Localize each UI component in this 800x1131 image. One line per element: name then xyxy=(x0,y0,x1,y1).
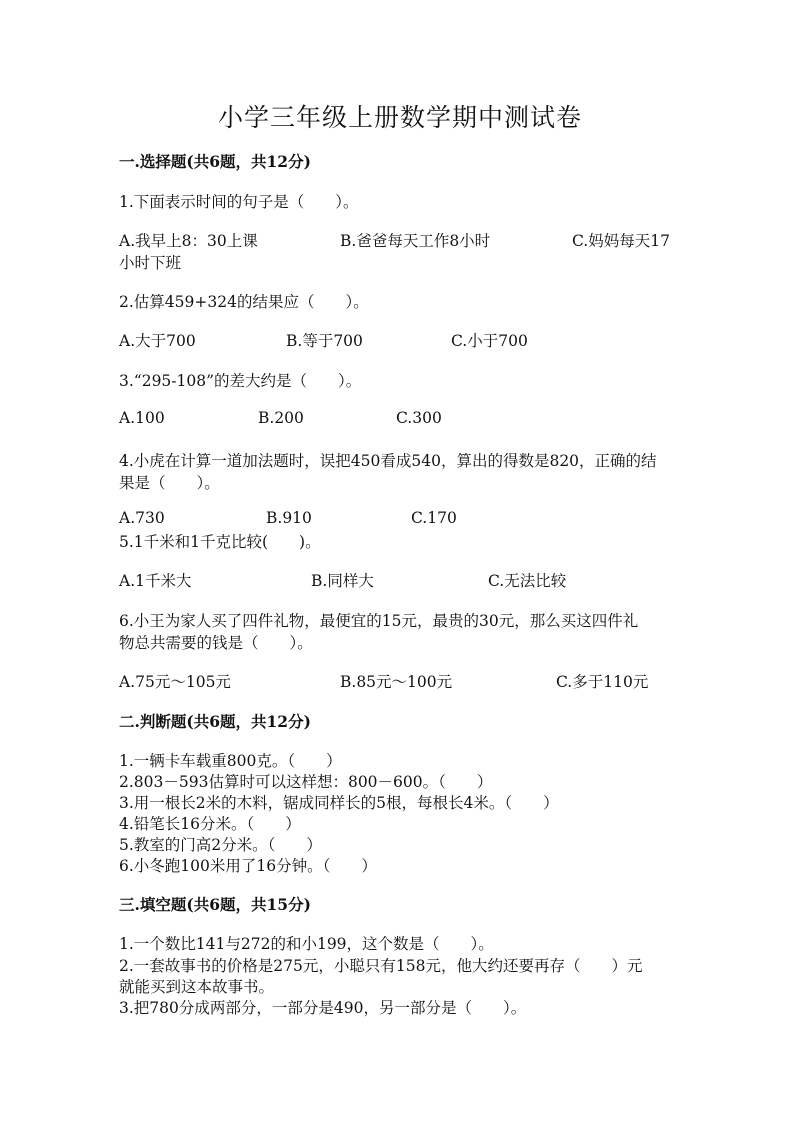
question-4-stem-line-1: 4.小虎在计算一道加法题时，误把450看成540，算出的得数是820，正确的结 xyxy=(119,452,657,470)
judge-item-1: 1.一辆卡车载重800克。（ ） xyxy=(119,752,342,770)
fill-item-1: 1.一个数比141与272的和小199，这个数是（ ）。 xyxy=(119,935,494,953)
fill-item-2: 2.一套故事书的价格是275元，小聪只有158元，他大约还要再存（ ）元 xyxy=(119,957,643,975)
question-1-stem: 1.下面表示时间的句子是（ ）。 xyxy=(119,193,359,211)
judge-item-5: 5.教室的门高2分米。（ ） xyxy=(119,836,322,854)
question-5-option-c: C.无法比较 xyxy=(488,572,567,590)
question-4-option-c: C.170 xyxy=(411,509,457,527)
page-title: 小学三年级上册数学期中测试卷 xyxy=(217,103,582,132)
question-2-stem: 2.估算459+324的结果应（ ）。 xyxy=(119,293,369,311)
section-header-fill: 三.填空题(共6题，共15分) xyxy=(119,895,311,914)
question-2-option-a: A.大于700 xyxy=(119,332,196,350)
question-3-option-c: C.300 xyxy=(396,409,442,427)
question-4-option-b: B.910 xyxy=(266,509,312,527)
question-1-option-c: C.妈妈每天17 xyxy=(572,232,670,250)
question-4-stem-line-2: 果是（ ）。 xyxy=(119,474,220,492)
question-3-stem: 3.“295-108”的差大约是（ ）。 xyxy=(119,372,362,390)
judge-item-4: 4.铅笔长16分米。（ ） xyxy=(119,815,301,833)
fill-item-3: 3.把780分成两部分，一部分是490，另一部分是（ ）。 xyxy=(119,999,527,1017)
judge-item-2: 2.803－593估算时可以这样想：800－600。（ ） xyxy=(119,773,493,791)
question-1-option-c-continued: 小时下班 xyxy=(119,254,182,272)
question-4-option-a: A.730 xyxy=(119,509,165,527)
question-5-stem: 5.1千米和1千克比较( )。 xyxy=(119,533,321,551)
question-1-option-a: A.我早上8：30上课 xyxy=(119,232,258,250)
judge-item-6: 6.小冬跑100米用了16分钟。（ ） xyxy=(119,857,377,875)
question-5-option-a: A.1千米大 xyxy=(119,572,192,590)
judge-item-3: 3.用一根长2米的木料，锯成同样长的5根，每根长4米。（ ） xyxy=(119,794,559,812)
question-6-stem-line-2: 物总共需要的钱是（ ）。 xyxy=(119,634,313,652)
section-header-choice: 一.选择题(共6题，共12分) xyxy=(119,152,311,171)
question-6-stem-line-1: 6.小王为家人买了四件礼物，最便宜的15元，最贵的30元，那么买这四件礼 xyxy=(119,612,639,630)
fill-item-2-continued: 就能买到这本故事书。 xyxy=(119,978,275,996)
question-1-option-b: B.爸爸每天工作8小时 xyxy=(340,232,491,250)
question-6-option-a: A.75元～105元 xyxy=(119,673,231,691)
question-2-option-c: C.小于700 xyxy=(451,332,528,350)
section-header-judge: 二.判断题(共6题，共12分) xyxy=(119,712,311,731)
question-5-option-b: B.同样大 xyxy=(311,572,374,590)
question-3-option-a: A.100 xyxy=(119,409,165,427)
question-6-option-c: C.多于110元 xyxy=(556,673,649,691)
question-2-option-b: B.等于700 xyxy=(286,332,363,350)
question-3-option-b: B.200 xyxy=(258,409,304,427)
question-6-option-b: B.85元～100元 xyxy=(340,673,453,691)
